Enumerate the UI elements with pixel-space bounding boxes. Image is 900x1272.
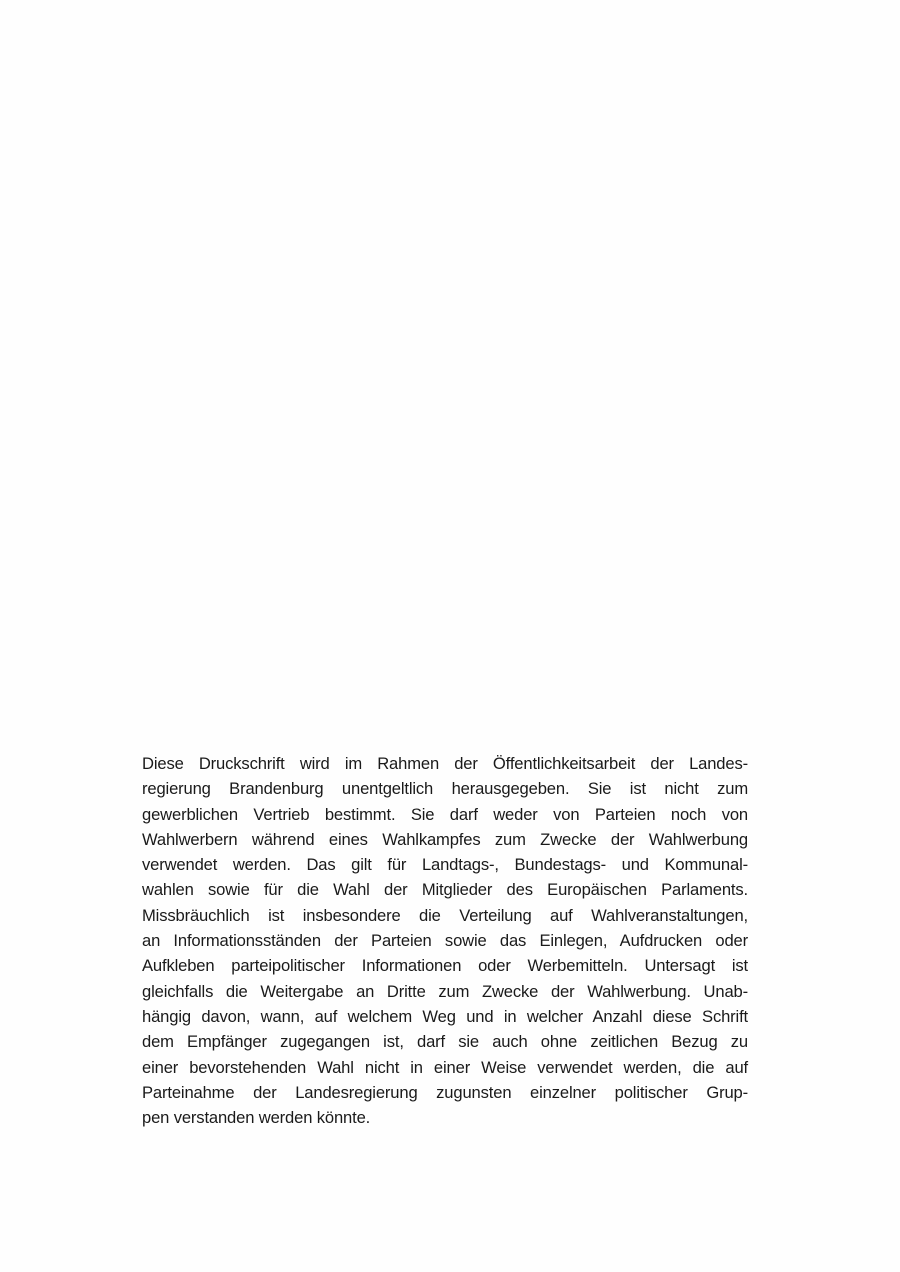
notice-line: an Informationsständen der Parteien sowie das Einlegen, Aufdrucken oder: [142, 931, 748, 951]
notice-line: gewerblichen Vertrieb bestimmt. Sie darf weder von Parteien noch von: [142, 804, 748, 824]
notice-line: gleichfalls die Weitergabe an Dritte zum Zwecke der Wahlwerbung. Unab-: [142, 981, 748, 1001]
notice-line: einer bevorstehenden Wahl nicht in einer Weise verwendet werden, die auf: [142, 1057, 748, 1077]
notice-line: Parteinahme der Landesregierung zugunsten einzelner politischer Grup-: [142, 1082, 748, 1102]
notice-line: regierung Brandenburg unentgeltlich herausgegeben. Sie ist nicht zum: [142, 779, 748, 799]
legal-notice-paragraph: [142, 751, 748, 1130]
notice-line: Wahlwerbern während eines Wahlkampfes zum Zwecke der Wahlwerbung: [142, 829, 748, 849]
notice-line: Aufkleben parteipolitischer Informationen oder Werbemitteln. Untersagt ist: [142, 956, 748, 976]
notice-line: verwendet werden. Das gilt für Landtags-, Bundestags- und Kommunal-: [142, 855, 748, 875]
notice-line: dem Empfänger zugegangen ist, darf sie auch ohne zeitlichen Bezug zu: [142, 1032, 748, 1052]
notice-line: hängig davon, wann, auf welchem Weg und in welcher Anzahl diese Schrift: [142, 1006, 748, 1026]
notice-line: Missbräuchlich ist insbesondere die Verteilung auf Wahlveranstaltungen,: [142, 905, 748, 925]
notice-line: Diese Druckschrift wird im Rahmen der Öffentlichkeitsarbeit der Landes-: [142, 754, 748, 773]
notice-line-last: pen verstanden werden könnte.: [142, 1108, 371, 1128]
notice-line: wahlen sowie für die Wahl der Mitglieder des Europäischen Parlaments.: [142, 880, 748, 900]
